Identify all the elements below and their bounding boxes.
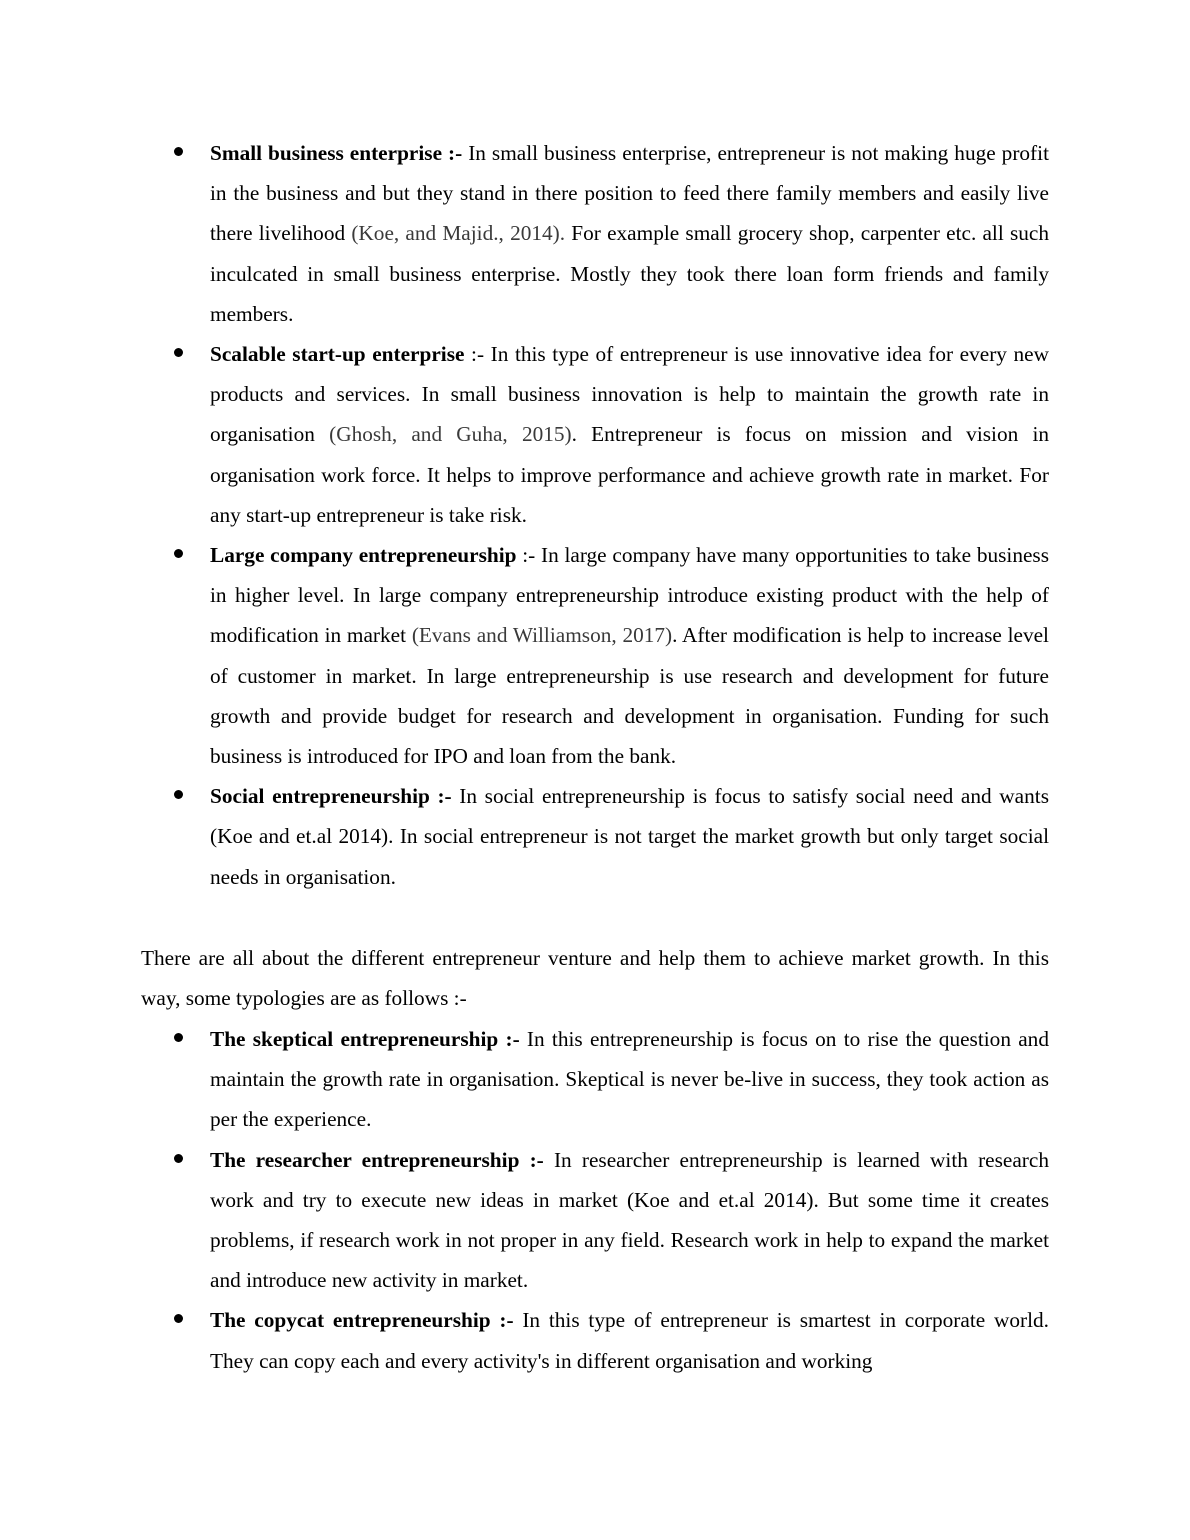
item-text-after: For example small grocery shop, carpenter etc. all such inculcated in small business enterprise. Mostly they took there loan form friends and family members. [210,221,1049,326]
bullet-icon [174,348,183,357]
typologies-list [210,1019,1049,1381]
list-item-scalable-startup [210,334,1049,535]
bullet-icon [174,790,183,799]
bullet-icon [174,1033,183,1042]
item-text-after: . Entrepreneur is focus on mission and vision in organisation work force. It helps to improve performance and achieve growth rate in market. For any start-up entrepreneur is take risk. [210,422,1050,527]
item-text: :- In this type of entrepreneur is use innovative idea for every new products and services. In small business innovation is help to maintain the growth rate in organisation [210,342,1050,447]
bullet-icon [174,549,183,558]
citation: (Evans and Williamson, 2017) [411,623,673,648]
list-item-researcher [210,1140,1049,1301]
term: Small business enterprise :- [210,141,463,165]
list-item-small-business [210,133,1049,334]
term: The copycat entrepreneurship :- [210,1308,514,1333]
term: Large company entrepreneurship [210,543,517,568]
list-item-social [210,776,1049,897]
item-text-after: . After modification is help to increase level of customer in market. In large entrepreneurship is use research and development for future growth and provide budget for research and development in organisation. Funding for such business is introduced for IPO and loan from the bank. [210,623,1049,769]
item-text: :- In large company have many opportunities to take business in higher level. In large company entrepreneurship introduce existing product with the help of modification in market [210,543,1049,648]
item-text: In social entrepreneurship is focus to satisfy social need and wants (Koe and et.al 2014). In social entrepreneur is not target the market growth but only target social needs in organisation. [210,784,1049,889]
entrepreneur-types-list [210,133,1049,897]
item-text: In this entrepreneurship is focus on to rise the question and maintain the growth rate in organisation. Skeptical is never be-live in success, they took action as per the experience. [210,1027,1049,1132]
bullet-icon [174,1154,183,1163]
body-paragraph: There are all about the different entrepreneur venture and help them to achieve market growth. In this way, some typologies are as follows :- [141,946,1049,1011]
list-item-skeptical [210,1019,1049,1140]
item-text: In small business enterprise, entrepreneur is not making huge profit in the business and but they stand in there position to feed there family members and easily live there livelihood [210,141,1049,246]
item-text: In researcher entrepreneurship is learned with research work and try to execute new ideas in market (Koe and et.al 2014). But some time it creates problems, if research work in not proper in any field. Research work in help to expand the market and introduce new activity in market. [210,1147,1049,1293]
bullet-icon [174,147,183,156]
bullet-icon [174,1314,183,1323]
item-text: In this type of entrepreneur is smartest in corporate world. They can copy each and every activity's in different organisation and working [210,1308,1049,1373]
term: Scalable start-up enterprise [210,342,465,367]
term: Social entrepreneurship :- [210,784,452,809]
citation: (Koe, and Majid., 2014). [351,221,566,246]
list-item-large-company [210,535,1049,776]
term: The researcher entrepreneurship :- [210,1147,544,1172]
citation: (Ghosh, and Guha, 2015) [329,422,572,447]
term: The skeptical entrepreneurship :- [210,1027,520,1051]
list-item-copycat [210,1300,1049,1380]
